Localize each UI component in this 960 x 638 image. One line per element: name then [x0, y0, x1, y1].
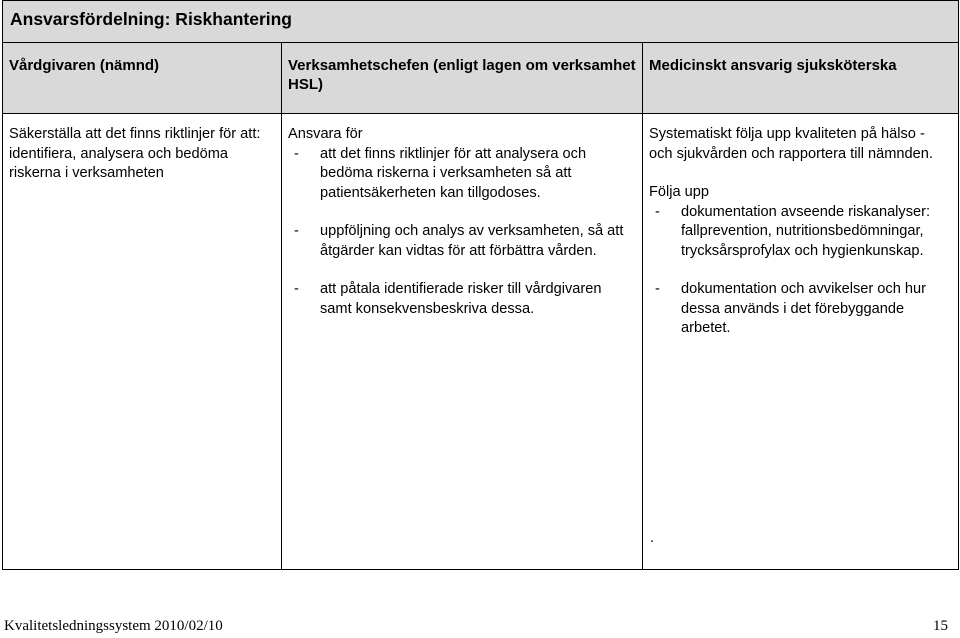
list-item: [649, 280, 952, 339]
page-title: Ansvarsfördelning: Riskhantering: [10, 9, 292, 29]
list-item-text: att påtala identifierade risker till vårdgivaren samt konsekvensbeskriva dessa.: [320, 281, 602, 317]
title-cell: [3, 1, 959, 43]
header-caregiver: [3, 43, 282, 114]
operations-manager-list: [288, 145, 636, 320]
responsibility-table: [2, 0, 959, 570]
caregiver-text: Säkerställa att det finns riktlinjer för att: identifiera, analysera och bedöma riskerna i verksamheten: [9, 126, 261, 181]
list-item-text: dokumentation avseende riskanalyser: fallprevention, nutritionsbedömningar, trycksårsprofylax och hygienkunskap.: [681, 203, 931, 259]
list-item-text: att det finns riktlinjer för att analysera och bedöma riskerna i verksamheten så att patientsäkerheten kan tillgodoses.: [320, 145, 587, 201]
dash-bullet: -: [655, 203, 660, 220]
list-item: [649, 203, 952, 262]
dash-bullet: -: [294, 145, 299, 162]
medical-nurse-list: [649, 203, 952, 339]
header-medical-nurse: [643, 43, 959, 114]
medical-nurse-cell: [643, 114, 959, 570]
dash-bullet: -: [655, 281, 660, 297]
header-medical-nurse-label: Medicinskt ansvarig sjuksköterska: [649, 57, 897, 74]
dash-bullet: -: [294, 223, 299, 239]
header-operations-manager: [282, 43, 643, 114]
medical-nurse-intro: Systematiskt följa upp kvaliteten på hälso - och sjukvården och rapportera till nämnden.: [649, 126, 933, 162]
list-item: [288, 145, 636, 204]
trailing-dot: .: [650, 530, 655, 546]
header-caregiver-label: Vårdgivaren (nämnd): [9, 57, 160, 74]
footer-page-number: 15: [933, 618, 948, 634]
operations-manager-cell: [282, 114, 643, 570]
list-item: [288, 280, 636, 319]
followup-label: Följa upp: [649, 184, 710, 200]
caregiver-cell: [3, 114, 282, 570]
list-item-text: uppföljning och analys av verksamheten, så att åtgärder kan vidtas för att förbättra vården.: [320, 223, 624, 259]
dash-bullet: -: [294, 281, 299, 297]
operations-manager-intro: Ansvara för: [288, 126, 363, 142]
footer-document-info: Kvalitetsledningssystem 2010/02/10: [4, 618, 223, 634]
list-item-text: dokumentation och avvikelser och hur dessa används i det förebyggande arbetet.: [681, 281, 926, 336]
header-operations-manager-label: Verksamhetschefen (enligt lagen om verksamhet HSL): [288, 57, 636, 93]
list-item: [288, 222, 636, 261]
